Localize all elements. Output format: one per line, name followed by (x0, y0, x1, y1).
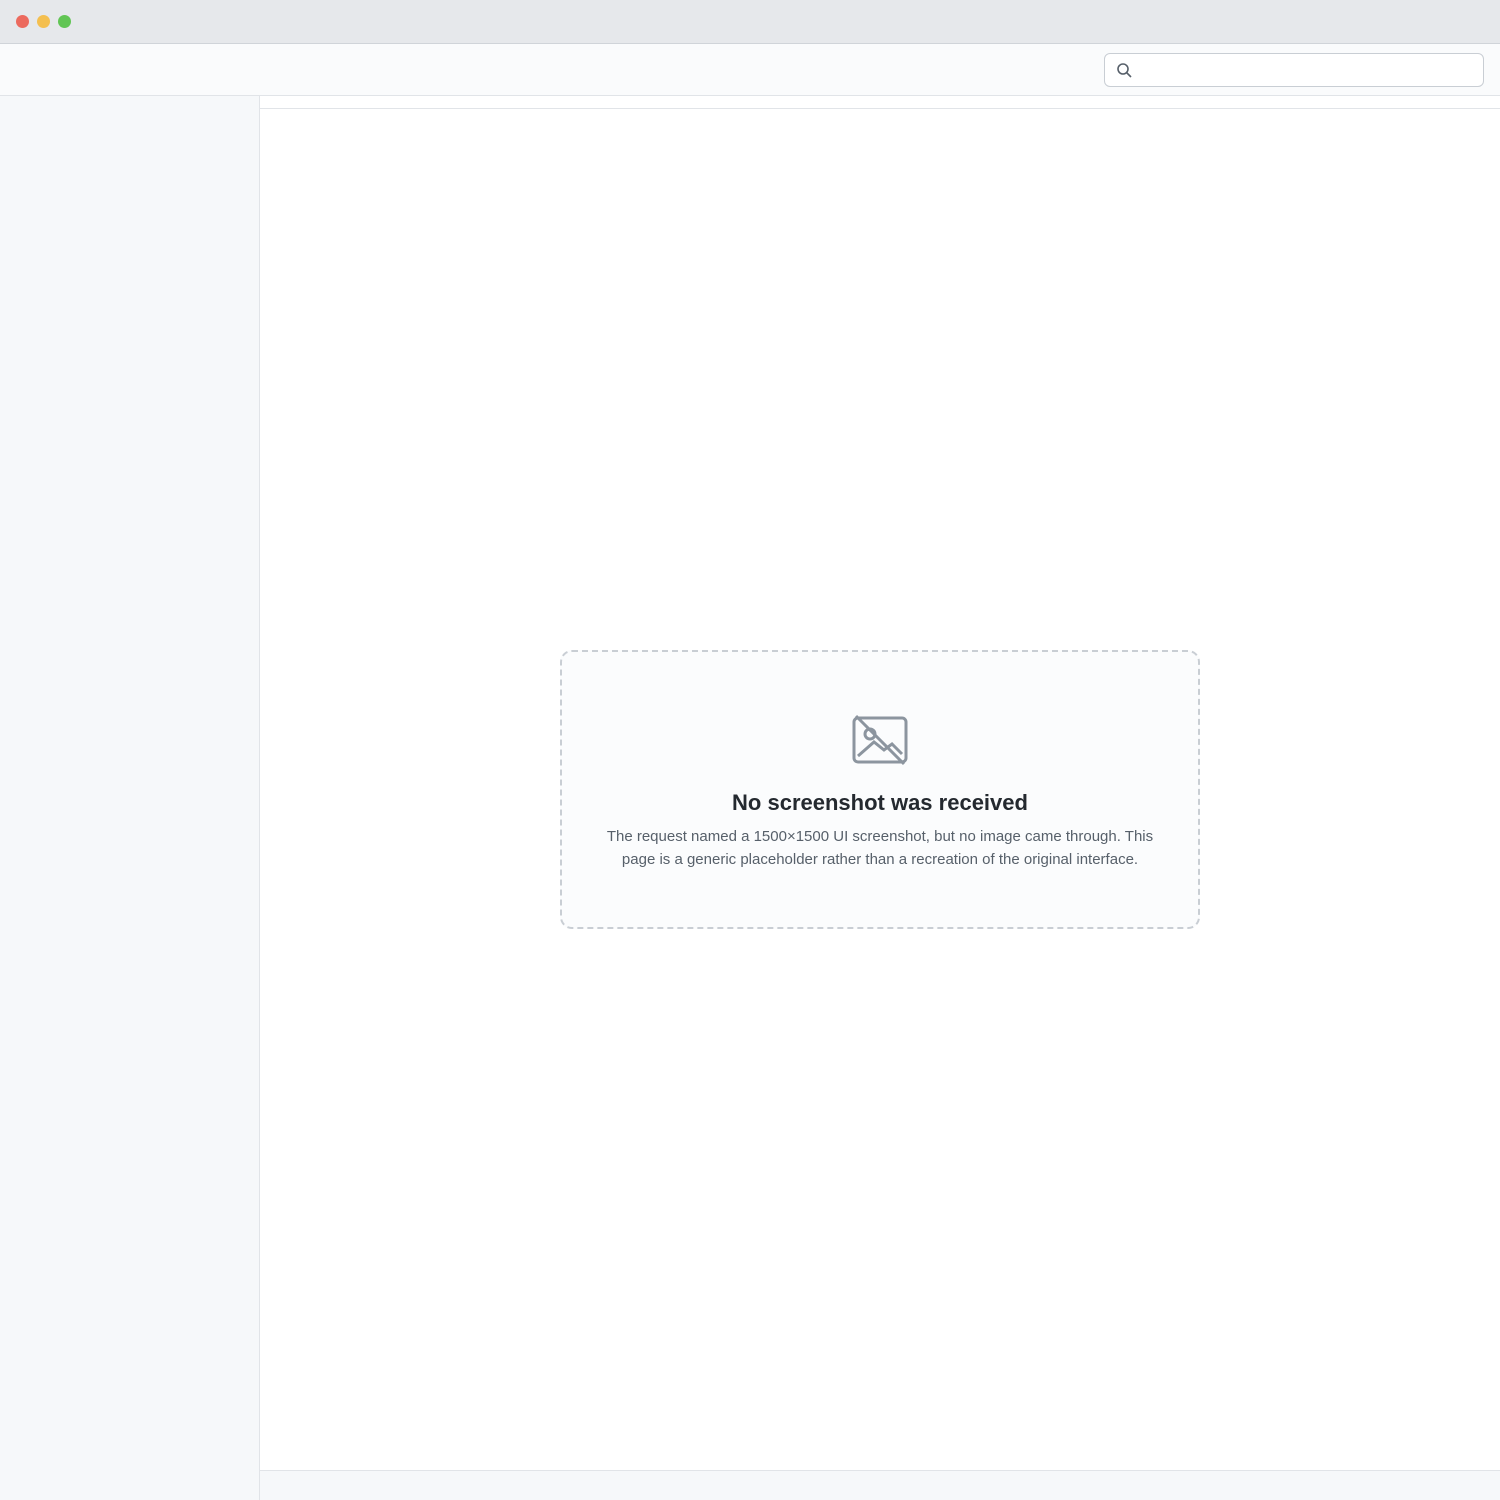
broken-image-icon (848, 708, 912, 772)
sidebar (0, 96, 260, 1500)
tab-bar (260, 96, 1500, 109)
window-controls (16, 15, 71, 28)
main-area (260, 96, 1500, 1500)
status-bar (260, 1470, 1500, 1500)
missing-image-notice (560, 650, 1200, 929)
maximize-window-button[interactable] (58, 15, 71, 28)
sidebar-heading (10, 112, 249, 124)
minimize-window-button[interactable] (37, 15, 50, 28)
title-bar (0, 0, 1500, 44)
notice-text: The request named a 1500×1500 UI screenshot, but no image came through. This page is a generic placeholder rather than a recreation of the original interface. (606, 828, 1154, 868)
app-body (0, 96, 1500, 1500)
search-box[interactable] (1104, 53, 1484, 87)
notice-heading: No screenshot was received (732, 790, 1028, 815)
search-input[interactable] (1141, 62, 1473, 78)
search-icon (1115, 61, 1133, 79)
toolbar (0, 44, 1500, 96)
content-area (260, 109, 1500, 1470)
close-window-button[interactable] (16, 15, 29, 28)
